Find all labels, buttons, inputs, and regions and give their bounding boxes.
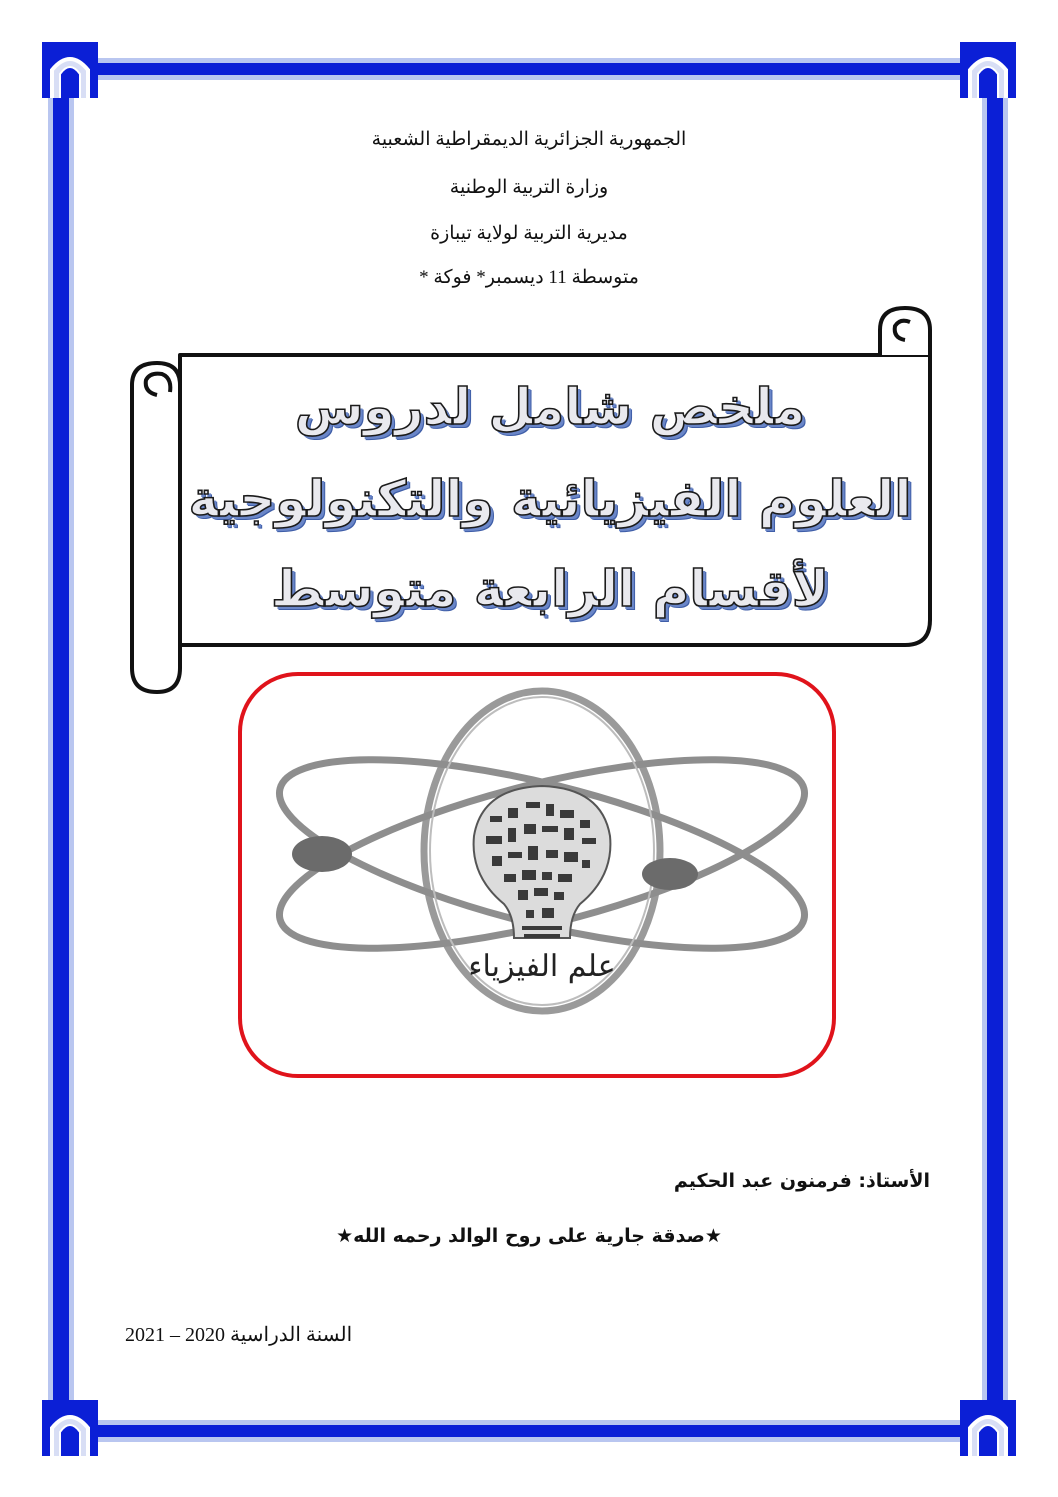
header-republic: الجمهورية الجزائرية الديمقراطية الشعبية <box>371 129 687 150</box>
title-line-1: ملخص شامل لدروس <box>294 378 806 436</box>
corner-bottom-right <box>960 1400 1016 1456</box>
teacher-name: الأستاذ: فرمنون عبد الحكيم <box>673 1170 930 1192</box>
corner-bottom-left <box>42 1400 98 1456</box>
atom-icon <box>242 676 832 1074</box>
header-directorate: مديرية التربية لولاية تيبازة <box>430 223 628 244</box>
electron-right <box>642 858 698 890</box>
title-line-3: لأقسام الرابعة متوسط <box>271 560 829 618</box>
dedication: ★صدقة جارية على روح الوالد رحمه الله★ <box>336 1225 722 1247</box>
header-ministry: وزارة التربية الوطنية <box>449 177 609 198</box>
title-line-2: العلوم الفيزيائية والتكنولوجية <box>188 470 912 528</box>
school-year: السنة الدراسية 2020 – 2021 <box>125 1324 353 1346</box>
image-caption: علم الفيزياء <box>468 949 616 984</box>
header-school: متوسطة 11 ديسمبر* فوكة * <box>419 267 639 288</box>
electron-left <box>292 836 352 872</box>
physics-image <box>238 672 836 1078</box>
